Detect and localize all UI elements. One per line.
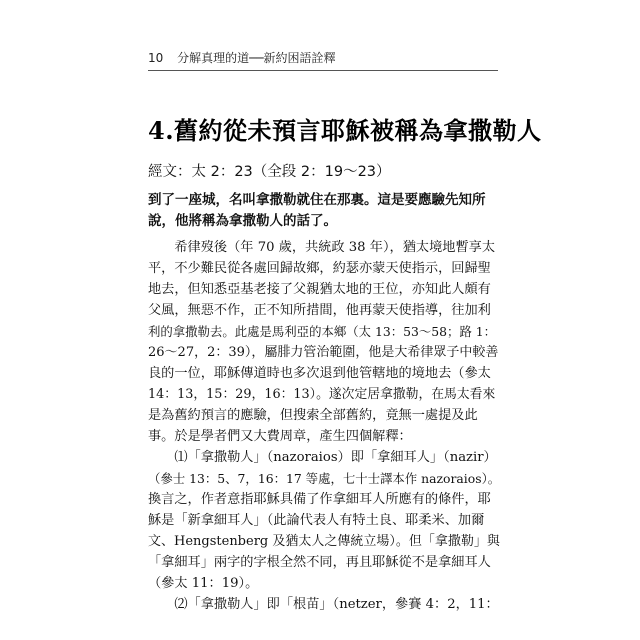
body-line: 「拿細耳」兩字的字根全然不同，再且耶穌從不是拿細耳人 — [148, 555, 491, 570]
body-line: 地去，但知悉亞基老接了父親猶太地的王位，亦知此人頗有 — [148, 282, 491, 297]
body-line: ⑴「拿撒勒人」（nazoraios）即「拿細耳人」（nazir） — [148, 450, 497, 465]
body-line: 利的拿撒勒去。此處是馬利亞的本鄉（太 13：53～58；路 1： — [148, 324, 497, 339]
chapter-title: 4.舊約從未預言耶穌被稱為拿撒勒人 — [148, 116, 542, 145]
book-title: 分解真理的道──新約困語詮釋 — [177, 51, 336, 65]
body-line: 平，不少難民從各處回歸故鄉，約瑟亦蒙天使指示，回歸聖 — [148, 261, 491, 276]
scripture-text-line: 到了一座城，名叫拿撒勒就住在那裏。這是要應驗先知所 — [148, 192, 486, 208]
body-line: （參太 11：19）。 — [148, 576, 259, 591]
page-number: 10 — [148, 51, 164, 65]
scripture-text-line: 說，他將稱為拿撒勒人的話了。 — [148, 213, 337, 229]
body-line: ⑵「拿撒勒人」即「根苗」（netzer，參賽 4：2，11： — [148, 597, 499, 612]
body-line: 穌是「新拿細耳人」（此論代表人有特土良、耶柔米、加爾 — [148, 513, 485, 528]
header-divider — [148, 70, 498, 71]
scripture-reference: 經文：太 2：23（全段 2：19～23） — [148, 164, 391, 180]
body-line: 26～27，2：39），屬腓力管治範圍，他是大希律眾子中較善 — [148, 345, 499, 360]
running-header — [148, 49, 336, 66]
body-line: 父風，無惡不作，正不知所措間，他再蒙天使指導，往加利 — [148, 303, 491, 318]
body-line: 事。於是學者們又大費周章，產生四個解釋： — [148, 429, 412, 444]
body-line: 是為舊約預言的應驗，但搜索全部舊約，竟無一處提及此 — [148, 408, 478, 423]
body-line: 14：13，15：29，16：13）。遂次定居拿撒勒，在馬太看來 — [148, 387, 496, 402]
body-line: 良的一位，耶穌傳道時也多次退到他管轄地的境地去（參太 — [148, 366, 491, 381]
body-line: 換言之，作者意指耶穌具備了作拿細耳人所應有的條件，耶 — [148, 492, 491, 507]
body-line: 希律歿後（年 70 歲，共統政 38 年），猶太境地暫享太 — [148, 240, 496, 255]
body-line: （參士 13：5、7，16：17 等處，七十士譯本作 nazoraios）。 — [148, 471, 501, 486]
body-line: 文、Hengstenberg 及猶太人之傳統立場）。但「拿撒勒」與 — [148, 534, 500, 549]
